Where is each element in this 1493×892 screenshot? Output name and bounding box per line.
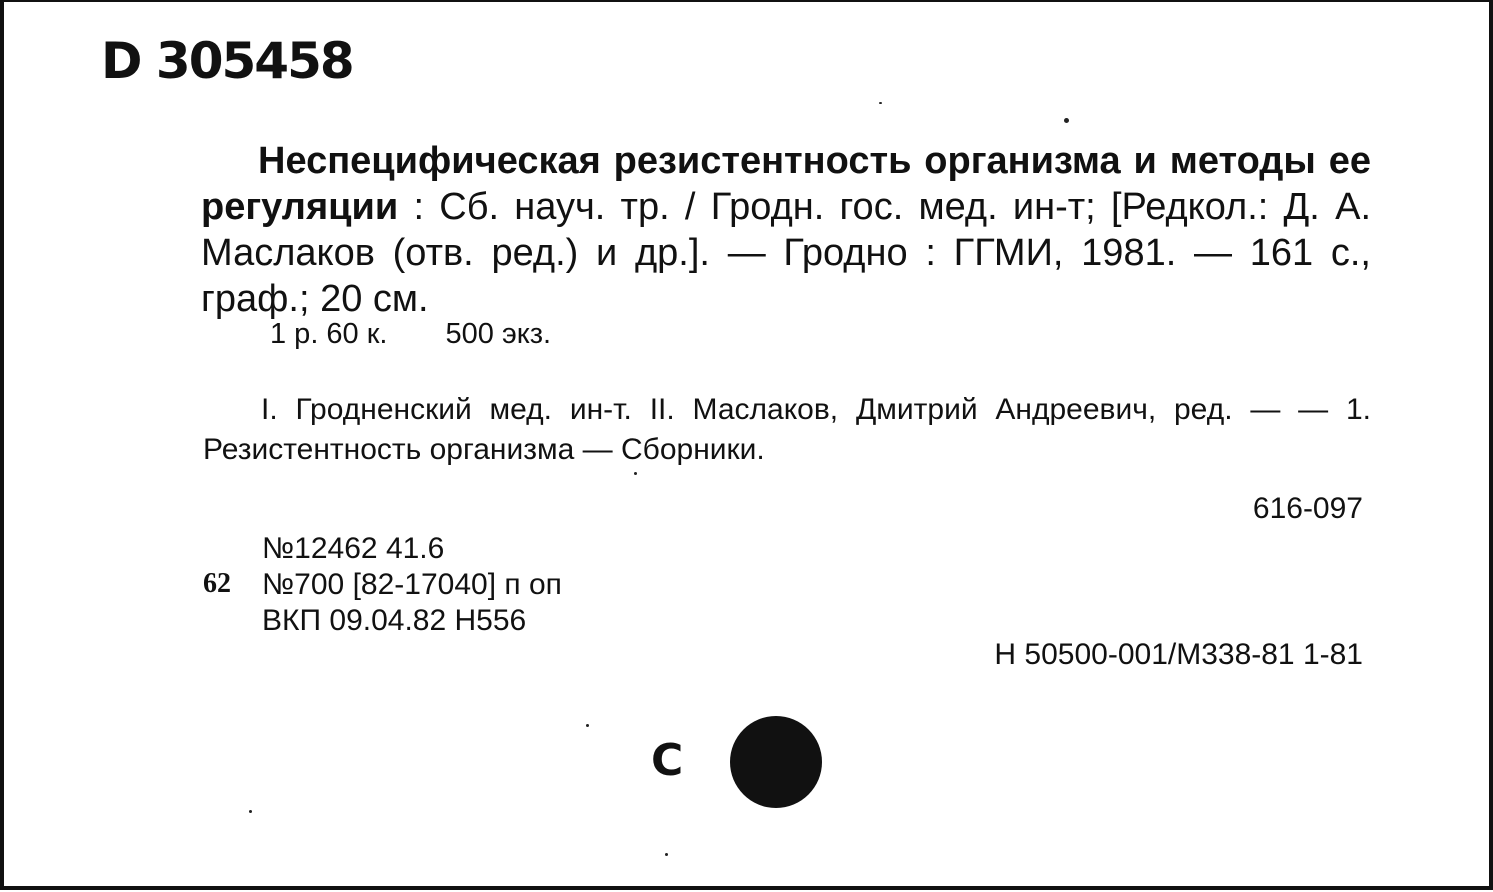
- ink-dot-mark: [730, 716, 822, 808]
- copies: 500 экз.: [445, 318, 552, 350]
- speck: [879, 102, 882, 104]
- tracings: I. Гродненский мед. ин-т. II. Маслаков, Дмитрий Андреевич, ред. — — 1. Резистентность организма — Сборники.: [203, 393, 1371, 466]
- title: Неспецифическая резистентность организма и методы ее регуляции: [201, 140, 1371, 228]
- speck: [634, 472, 637, 475]
- price-line: [270, 318, 609, 351]
- description-body: : Сб. науч. тр. / Гродн. гос. мед. ин-т; [Редкол.: Д. А. Маслаков (отв. ред.) и др.]. — Гродно : ГГМИ, 1981. — 161 с., граф.; 20 см.: [201, 186, 1371, 320]
- publisher-code: Н 50500-001/М338-81 1-81: [994, 638, 1363, 671]
- service-line-2: №700 [82-17040] п оп: [262, 568, 562, 601]
- print-number: 62: [203, 568, 231, 599]
- call-number: D 305458: [101, 32, 353, 90]
- service-line-1: №12462 41.6: [262, 532, 445, 565]
- speck: [665, 853, 668, 856]
- speck: [249, 810, 252, 813]
- price: 1 р. 60 к.: [270, 318, 388, 350]
- service-line-3: ВКП 09.04.82 Н556: [262, 604, 527, 637]
- speck: [1064, 118, 1069, 123]
- copyright-mark: С: [651, 735, 684, 786]
- bibliographic-description: [201, 138, 1371, 322]
- udc-index: 616-097: [1252, 492, 1363, 525]
- speck: [586, 724, 589, 727]
